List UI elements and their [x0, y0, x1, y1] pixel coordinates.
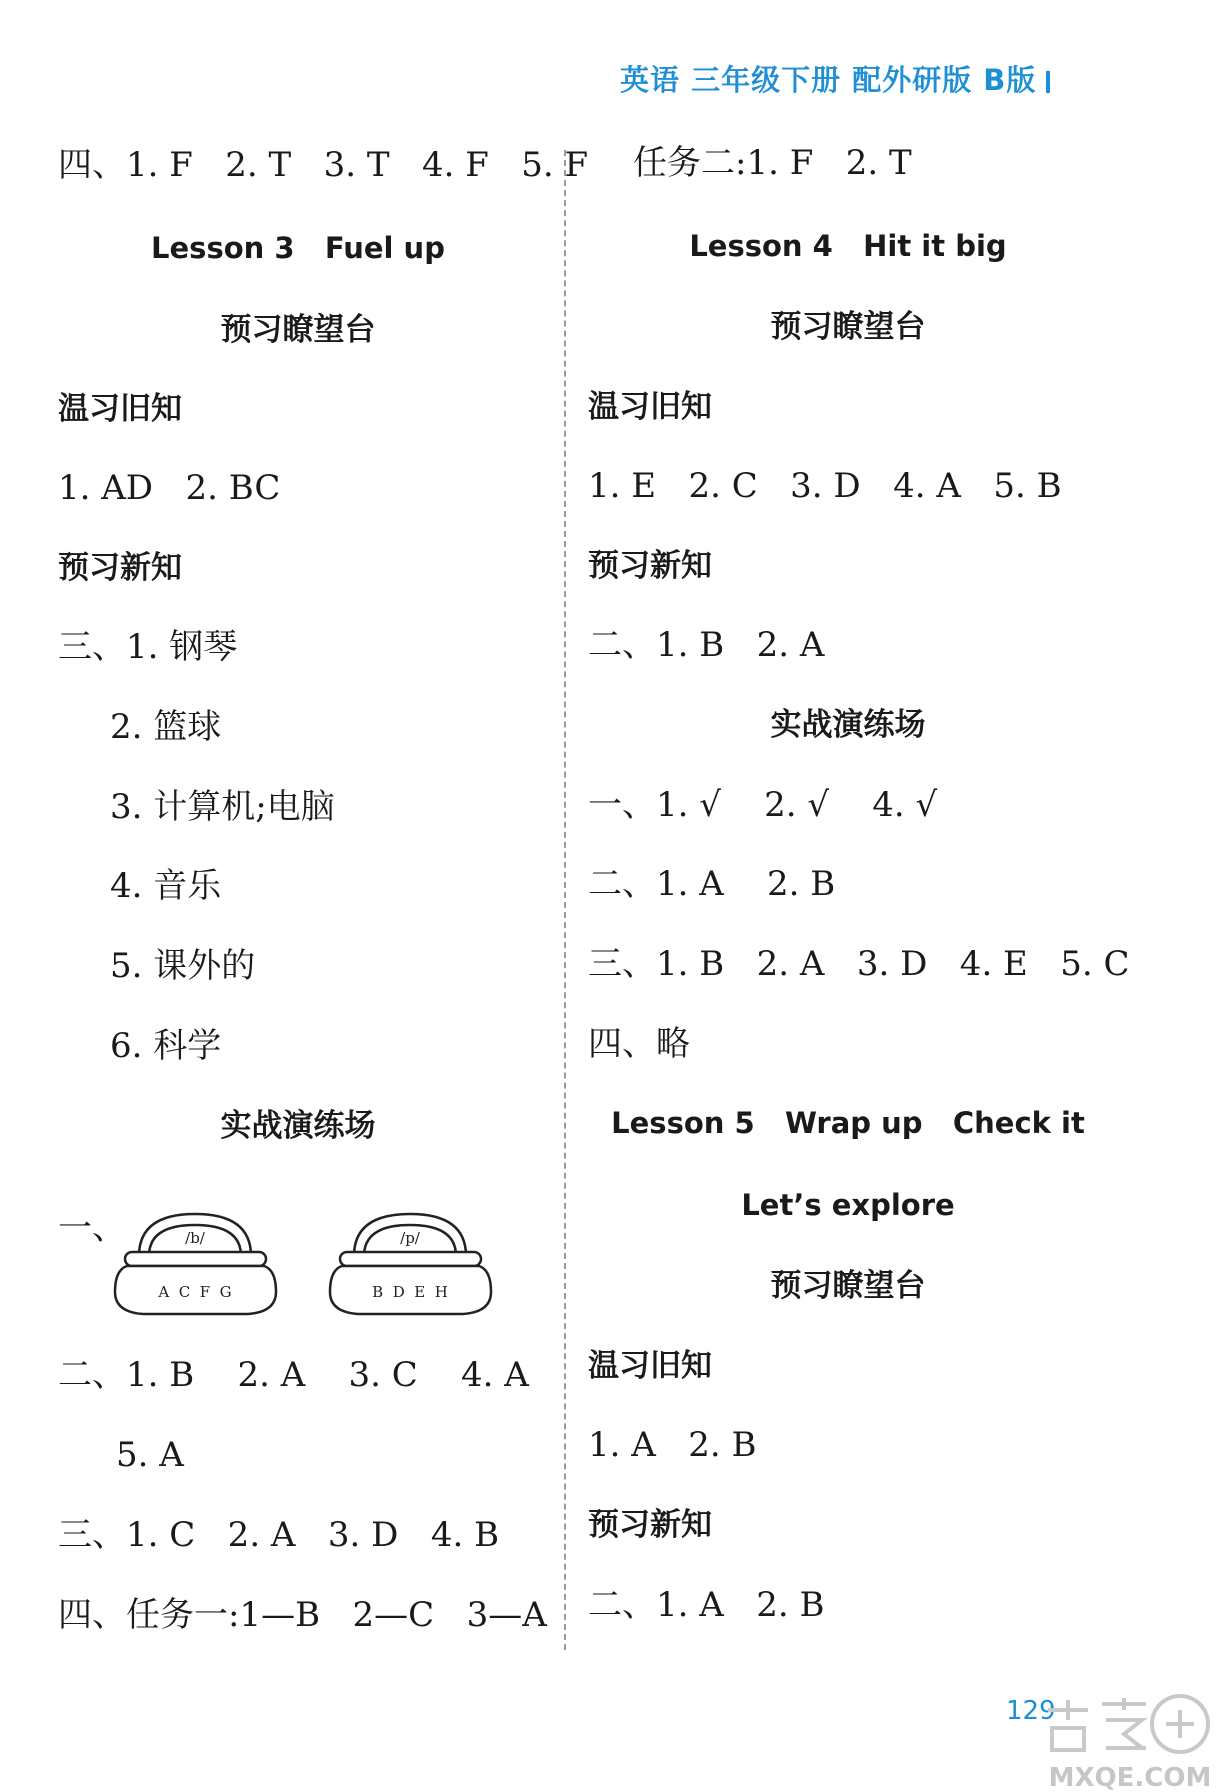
- basket-b-sound: /b/: [185, 1229, 205, 1247]
- section-preview-r: 预习瞭望台: [770, 309, 926, 345]
- answer-task2: 任务二:1. F 2. T: [633, 143, 912, 183]
- answer-si-line: 四、任务一:1—B 2—C 3—A: [58, 1595, 547, 1635]
- new-answers-r: 二、1. B 2. A: [588, 625, 825, 665]
- section-practice: 实战演练场: [220, 1108, 376, 1144]
- book-header: [620, 58, 1080, 108]
- review-answers-r: 1. E 2. C 3. D 4. A 5. B: [588, 466, 1062, 506]
- lesson4-title: Lesson 4 Hit it big: [689, 229, 1007, 263]
- answer-si-r: 四、略: [588, 1024, 690, 1064]
- review-answers: 1. AD 2. BC: [58, 468, 281, 508]
- answer-san-1: 三、1. 钢琴: [58, 627, 238, 667]
- review-answers-r2: 1. A 2. B: [588, 1425, 757, 1465]
- answer-er-r: 二、1. A 2. B: [588, 864, 836, 904]
- section-practice-r: 实战演练场: [770, 707, 926, 743]
- answer-san-5: 5. 课外的: [110, 946, 256, 986]
- answer-san-2: 2. 篮球: [110, 707, 222, 747]
- header-bar: [1046, 71, 1050, 93]
- sub-review-r: 温习旧知: [588, 389, 712, 425]
- answer-yi-label: 一、: [58, 1208, 126, 1248]
- sub-new-r: 预习新知: [588, 548, 712, 584]
- lesson5-title: Lesson 5 Wrap up Check it: [611, 1106, 1085, 1140]
- basket-figure: [58, 1208, 538, 1338]
- section-preview: 预习瞭望台: [220, 312, 376, 348]
- sub-review: 温习旧知: [58, 391, 182, 427]
- column-divider: [564, 150, 566, 1650]
- new-answers-r2: 二、1. A 2. B: [588, 1585, 825, 1625]
- answer-line-si: 四、1. F 2. T 3. T 4. F 5. F: [58, 145, 589, 185]
- answer-san-3: 3. 计算机;电脑: [110, 787, 335, 827]
- answer-san-4: 4. 音乐: [110, 866, 222, 906]
- watermark-text: MXQE.COM: [1048, 1763, 1212, 1792]
- section-preview-r2: 预习瞭望台: [770, 1268, 926, 1304]
- answer-san-r: 三、1. B 2. A 3. D 4. E 5. C: [588, 944, 1130, 984]
- header-text: 英语 三年级下册 配外研版 B版: [620, 63, 1037, 97]
- answer-er-2: 5. A: [116, 1435, 184, 1475]
- explore-title: Let’s explore: [741, 1188, 955, 1222]
- basket-p-sound: /p/: [400, 1229, 420, 1247]
- basket-p-letters: B D E H: [372, 1283, 448, 1301]
- basket-b-letters: A C F G: [158, 1283, 232, 1301]
- sub-new-r2: 预习新知: [588, 1507, 712, 1543]
- sub-new: 预习新知: [58, 550, 182, 586]
- lesson3-title: Lesson 3 Fuel up: [151, 231, 445, 265]
- watermark-logo-icon: [1040, 1690, 1220, 1792]
- answer-er-1: 二、1. B 2. A 3. C 4. A: [58, 1355, 529, 1395]
- answer-san-line: 三、1. C 2. A 3. D 4. B: [58, 1515, 500, 1555]
- basket-p-icon: [328, 1208, 493, 1318]
- answer-yi-r: 一、1. √ 2. √ 4. √: [588, 785, 938, 825]
- page-number: 129: [1006, 1696, 1056, 1726]
- answer-san-6: 6. 科学: [110, 1026, 222, 1066]
- sub-review-r2: 温习旧知: [588, 1348, 712, 1384]
- basket-b-icon: [113, 1208, 278, 1318]
